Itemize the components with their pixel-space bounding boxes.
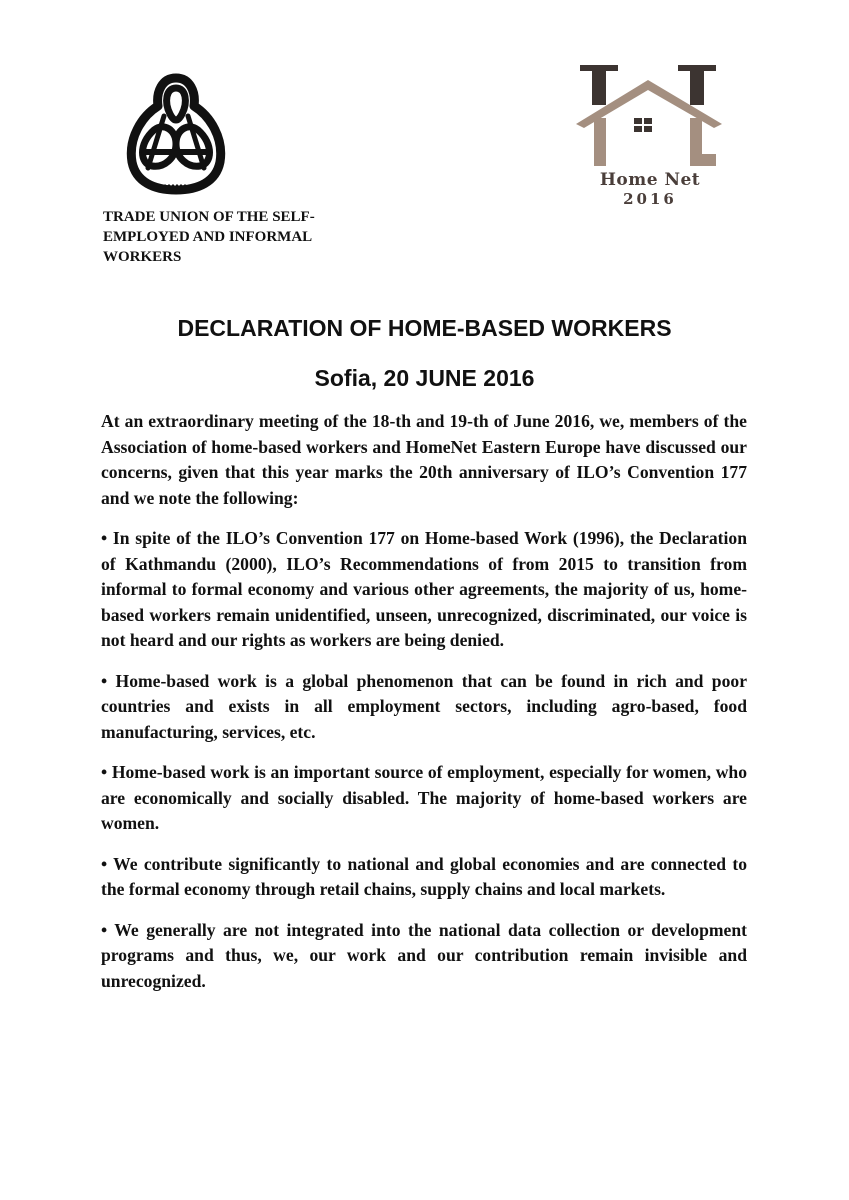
bullet-paragraph: • Home-based work is a global phenomenon that can be found in rich and poor countries and exists in all employment sectors, including agro-based, food manufacturing, services, etc. — [101, 670, 747, 742]
bullet-paragraph: • Home-based work is an important source of employment, especially for women, who are economically and socially disabled. The majority of home-based workers are women. — [101, 762, 747, 833]
trefoil-knot-emblem-icon — [124, 72, 228, 196]
chimney-icon — [592, 71, 606, 105]
bullet-paragraph: • In spite of the ILO’s Convention 177 on Home-based Work (1996), the Declaration of Kathmandu (2000), ILO’s Recommendations of from 2015 to transition from informal to formal economy and various other agreements, the majority of us, home-based workers remain unidentified, unseen, unrecognized, discriminated, our voice is not heard and our rights as workers are being denied. — [101, 528, 747, 650]
declaration-body — [101, 409, 747, 1009]
document-title: DECLARATION OF HOME-BASED WORKERS — [177, 315, 672, 341]
chimney-cap-icon — [580, 65, 618, 71]
home-net-logo — [572, 62, 728, 212]
home-net-logo-name: Home Net — [599, 170, 701, 190]
bullet-paragraph: • We contribute significantly to national and global economies and are connected to the formal economy through retail chains, supply chains and local markets. — [101, 853, 747, 899]
house-wall-icon — [594, 118, 606, 166]
chimney-icon — [690, 71, 704, 105]
house-window-icon — [634, 118, 652, 132]
union-name: TRADE UNION OF THE SELF-EMPLOYED AND INFORMAL WORKERS — [103, 209, 315, 265]
bullet-paragraph: • We generally are not integrated into the national data collection or development programs and thus, we, our work and our contribution remain invisible and unrecognized. — [101, 919, 747, 991]
chimney-cap-icon — [678, 65, 716, 71]
home-net-logo-year: 2016 — [623, 190, 677, 208]
intro-paragraph: At an extraordinary meeting of the 18-th and 19-th of June 2016, we, members of the Association of home-based workers and HomeNet Eastern Europe have discussed our concerns, given that this year marks the 20th anniversary of ILO’s Convention 177 and we note the following: — [101, 411, 747, 508]
house-wall-icon — [690, 118, 702, 166]
document-subtitle: Sofia, 20 JUNE 2016 — [314, 365, 535, 391]
